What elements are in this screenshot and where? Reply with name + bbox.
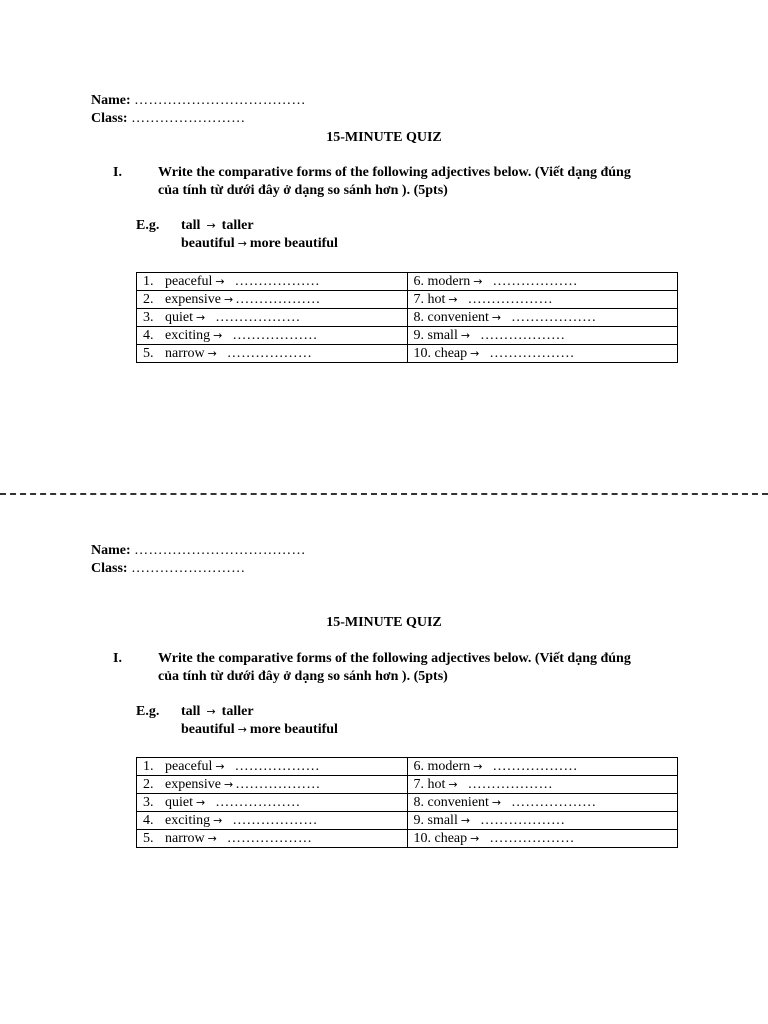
answer-blank[interactable]: ……………… <box>489 346 575 361</box>
answer-blank[interactable]: ……………… <box>232 328 318 343</box>
example-2-answer: more beautiful <box>249 722 338 737</box>
arrow-icon: → <box>473 275 483 288</box>
example-2 <box>181 721 338 739</box>
answer-blank[interactable]: ……………… <box>511 310 597 325</box>
answer-blank[interactable]: ……………… <box>492 759 578 774</box>
name-label: Name: <box>91 93 131 108</box>
example-label: E.g. <box>136 218 160 233</box>
class-blank[interactable]: …………………… <box>131 561 246 576</box>
class-blank[interactable]: …………………… <box>131 111 246 126</box>
example-2-answer: more beautiful <box>249 236 338 251</box>
arrow-icon: → <box>237 723 247 736</box>
answer-blank[interactable]: ……………… <box>467 777 553 792</box>
arrow-icon: → <box>460 329 471 342</box>
table-cell: 3. quiet → ……………… <box>137 794 408 812</box>
answer-blank[interactable]: ……………… <box>489 831 575 846</box>
answer-blank[interactable]: ……………… <box>492 274 578 289</box>
table-row <box>137 776 678 794</box>
instruction-line-2: của tính từ dưới đây ở dạng so sánh hơn ). (5pts) <box>158 183 448 198</box>
answer-blank[interactable]: ……………… <box>235 777 321 792</box>
example-1 <box>181 703 254 721</box>
arrow-icon: → <box>196 311 206 324</box>
quiz-title: 15-MINUTE QUIZ <box>326 130 442 145</box>
arrow-icon: → <box>473 760 483 773</box>
arrow-icon: → <box>470 347 480 360</box>
arrow-icon: → <box>448 293 458 306</box>
table-row <box>137 830 678 848</box>
table-row <box>137 758 678 776</box>
arrow-icon: → <box>213 814 223 827</box>
answer-blank[interactable]: ……………… <box>232 813 318 828</box>
example-2 <box>181 235 338 253</box>
table-row <box>137 327 678 345</box>
table-cell: 3. quiet → ……………… <box>137 309 408 327</box>
arrow-icon: → <box>207 347 217 360</box>
class-label: Class: <box>91 111 128 126</box>
adjectives-table <box>136 757 678 848</box>
table-row <box>137 812 678 830</box>
table-cell: 4. exciting → ……………… <box>137 327 408 345</box>
table-row <box>137 794 678 812</box>
answer-blank[interactable]: ……………… <box>234 759 320 774</box>
answer-blank[interactable]: ……………… <box>226 346 313 361</box>
arrow-icon: → <box>206 219 216 232</box>
table-cell: 1. peaceful → ……………… <box>137 758 408 776</box>
answer-blank[interactable]: ……………… <box>226 831 313 846</box>
answer-blank[interactable]: ……………… <box>480 328 566 343</box>
instruction-line-1: Write the comparative forms of the following adjectives below. (Viết dạng đúng <box>158 165 631 180</box>
arrow-icon: → <box>213 329 223 342</box>
answer-blank[interactable]: ……………… <box>480 813 566 828</box>
arrow-icon: → <box>470 832 480 845</box>
table-row <box>137 273 678 291</box>
arrow-icon: → <box>196 796 206 809</box>
arrow-icon: → <box>237 237 247 250</box>
table-cell: 2. expensive → ……………… <box>137 291 408 309</box>
table-cell: 8. convenient → ……………… <box>407 794 678 812</box>
name-field <box>91 92 306 110</box>
quiz-title: 15-MINUTE QUIZ <box>326 615 442 630</box>
name-blank[interactable]: ……………………………… <box>134 543 306 558</box>
arrow-icon: → <box>223 293 234 306</box>
table-cell: 7. hot → ……………… <box>407 291 678 309</box>
table-cell: 5. narrow → ……………… <box>137 830 408 848</box>
table-cell: 5. narrow → ……………… <box>137 345 408 363</box>
table-cell: 9. small → ……………… <box>407 812 678 830</box>
table-cell: 7. hot → ……………… <box>407 776 678 794</box>
example-1 <box>181 217 254 235</box>
table-cell: 4. exciting → ……………… <box>137 812 408 830</box>
arrow-icon: → <box>215 275 225 288</box>
answer-blank[interactable]: ……………… <box>215 310 301 325</box>
table-row <box>137 309 678 327</box>
name-blank[interactable]: ……………………………… <box>134 93 306 108</box>
class-field <box>91 560 245 578</box>
example-label: E.g. <box>136 704 160 719</box>
example-1-answer: taller <box>221 704 254 719</box>
example-1-base: tall <box>181 218 201 233</box>
answer-blank[interactable]: ……………… <box>234 274 320 289</box>
name-field <box>91 542 306 560</box>
arrow-icon: → <box>206 705 216 718</box>
instruction-line-1: Write the comparative forms of the following adjectives below. (Viết dạng đúng <box>158 651 631 666</box>
example-2-base: beautiful <box>181 236 235 251</box>
answer-blank[interactable]: ……………… <box>235 292 321 307</box>
table-cell: 6. modern → ……………… <box>407 273 678 291</box>
arrow-icon: → <box>448 778 458 791</box>
answer-blank[interactable]: ……………… <box>215 795 301 810</box>
arrow-icon: → <box>207 832 217 845</box>
cut-line-divider <box>0 493 768 495</box>
table-cell: 1. peaceful → ……………… <box>137 273 408 291</box>
section-instruction <box>158 164 688 200</box>
table-cell: 2. expensive → ……………… <box>137 776 408 794</box>
table-cell: 9. small → ……………… <box>407 327 678 345</box>
arrow-icon: → <box>491 796 502 809</box>
example-1-base: tall <box>181 704 201 719</box>
example-2-base: beautiful <box>181 722 235 737</box>
class-field <box>91 110 245 128</box>
answer-blank[interactable]: ……………… <box>467 292 553 307</box>
table-cell: 10. cheap → ……………… <box>407 830 678 848</box>
class-label: Class: <box>91 561 128 576</box>
adjectives-table <box>136 272 678 363</box>
section-instruction <box>158 650 688 686</box>
instruction-line-2: của tính từ dưới đây ở dạng so sánh hơn ). (5pts) <box>158 669 448 684</box>
name-label: Name: <box>91 543 131 558</box>
table-row <box>137 345 678 363</box>
arrow-icon: → <box>491 311 502 324</box>
section-number: I. <box>113 651 122 666</box>
example-1-answer: taller <box>221 218 254 233</box>
answer-blank[interactable]: ……………… <box>511 795 597 810</box>
table-row <box>137 291 678 309</box>
table-cell: 8. convenient → ……………… <box>407 309 678 327</box>
arrow-icon: → <box>223 778 234 791</box>
arrow-icon: → <box>460 814 471 827</box>
table-cell: 6. modern → ……………… <box>407 758 678 776</box>
table-cell: 10. cheap → ……………… <box>407 345 678 363</box>
section-number: I. <box>113 165 122 180</box>
arrow-icon: → <box>215 760 225 773</box>
